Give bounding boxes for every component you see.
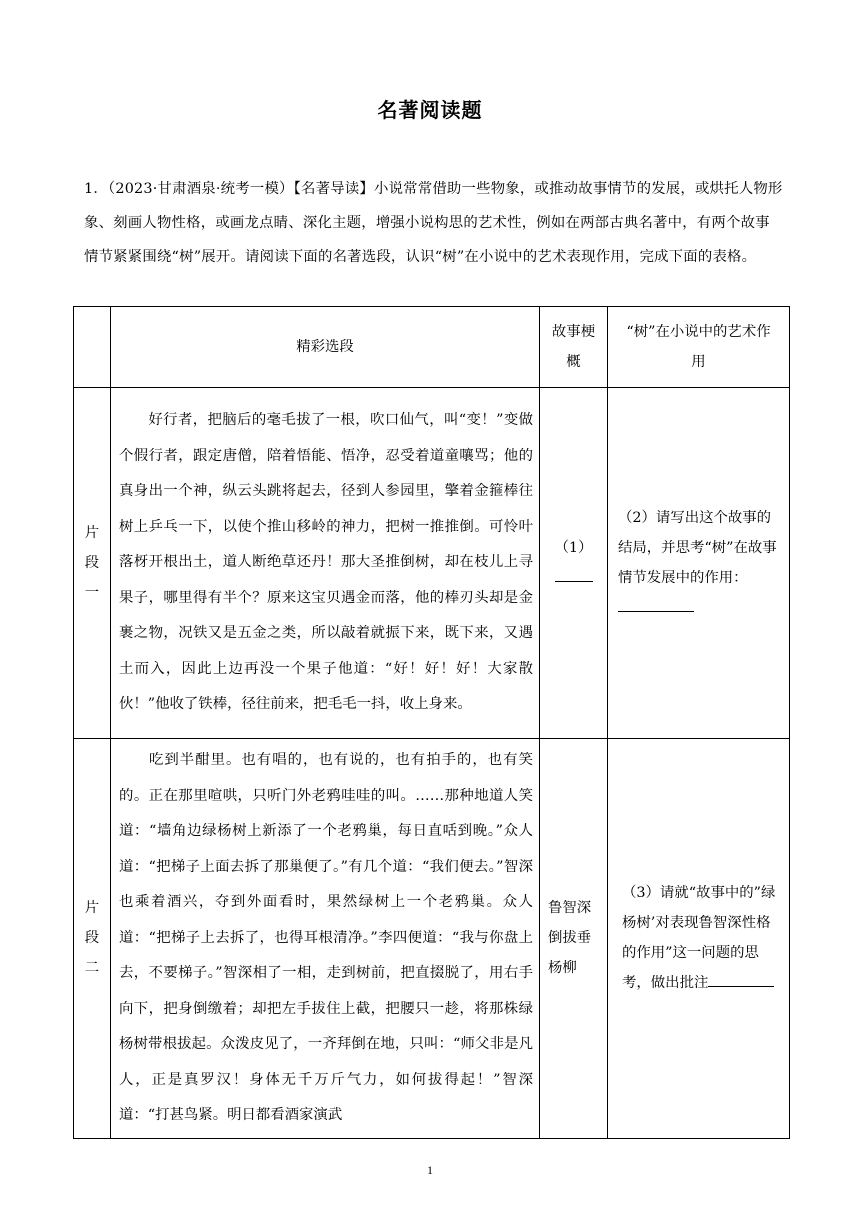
table-row (74, 739, 790, 1139)
role-cell (608, 388, 790, 739)
answer-blank-3[interactable] (708, 972, 774, 987)
excerpt-cell (111, 739, 540, 1139)
summary-text: （1） (554, 540, 593, 556)
header-blank (74, 307, 111, 388)
page-title: 名著阅读题 (377, 98, 483, 122)
role-text: （2）请写出这个故事的结局，并思考“树”在故事情节发展中的作用： (618, 510, 777, 586)
header-role: “树”在小说中的艺术作用 (608, 307, 790, 388)
question-text: ．（2023·甘肃酒泉·统考一模）【名著导读】小说常常借助一些物象，或推动故事情节的发展，或烘托人物形象、刻画人物性格，或画龙点睛、深化主题，增强小说构思的艺术性，例如在两部古典名著中，有两个故事情节紧紧围绕“树”展开。请阅读下面的名著选段，认识“树”在小说中的艺术表现作用，完成下面的表格。 (84, 181, 783, 265)
excerpt-cell (111, 388, 540, 739)
excerpt-text: 吃到半酣里。也有唱的，也有说的，也有拍手的，也有笑的。正在那里喧哄，只听门外老鸦哇哇的叫。……那种地道人笑道：“墙角边绿杨树上新添了一个老鸦巢，每日直咶到晚。”众人道：“把梯子上面去拆了那巢便了。”有几个道：“我们便去。”智深也乘着酒兴，夺到外面看时，果然绿树上一个老鸦巢。众人道：“把梯子上去拆了，也得耳根清净。”李四便道：“我与你盘上去，不要梯子。”智深相了一相，走到树前，把直掇脱了，用右手向下，把身倒缴着；却把左手拔住上截，把腰只一趁，将那株绿杨树带根拔起。众泼皮见了，一齐拜倒在地，只叫：“师父非是凡人，正是真罗汉！身体无千万斤气力，如何拔得起！”智深道：“打甚鸟紧。明日都看酒家演武 (119, 752, 533, 1123)
summary-cell (540, 739, 608, 1139)
answer-blank-2[interactable] (618, 597, 694, 612)
summary-cell (540, 388, 608, 739)
question-number: 1 (84, 181, 94, 197)
header-summary: 故事梗概 (540, 307, 608, 388)
page-number: 1 (427, 1163, 433, 1177)
segment-label: 片段一 (74, 388, 111, 739)
table-row (74, 388, 790, 739)
segment-label: 片段二 (74, 739, 111, 1139)
summary-text: 鲁智深倒拔垂杨柳 (548, 900, 592, 977)
role-text: （3）请就“故事中的”绿杨树’对表现鲁智深性格的作用”这一问题的思考，做出批注 (622, 885, 776, 992)
question-intro (84, 172, 784, 274)
excerpt-text: 好行者，把脑后的毫毛拔了一根，吹口仙气，叫“变！”变做个假行者，跟定唐僧，陪着悟能、悟净，忍受着道童嚷骂；他的真身出一个神，纵云头跳将起去，径到人参园里，擎着金箍棒往树上乒乓一下，以使个推山移岭的神力，把树一推推倒。可怜叶落枒开根出土，道人断绝草还丹！那大圣推倒树，却在枝儿上寻果子，哪里得有半个？原来这宝贝遇金而落，他的棒刃头却是金裹之物，况铁又是五金之类，所以敲着就振下来，既下来，又遇土而入，因此上边再没一个果子他道：“好！好！好！大家散伙！”他收了铁棒，径往前来，把毛毛一抖，收上身来。 (119, 412, 533, 713)
header-excerpt: 精彩选段 (111, 307, 540, 388)
answer-blank-1[interactable] (555, 567, 593, 582)
table-header-row (74, 307, 790, 388)
reading-table (73, 306, 790, 1139)
role-cell (608, 739, 790, 1139)
